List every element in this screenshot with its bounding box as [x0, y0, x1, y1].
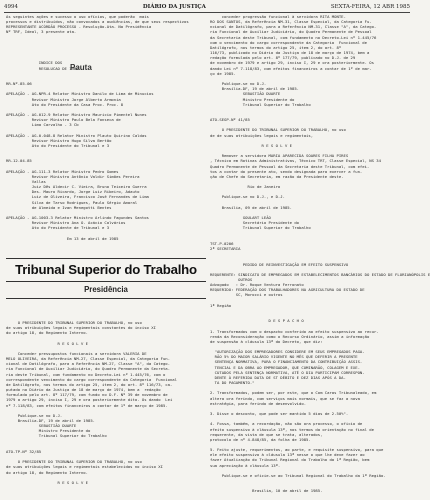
divider-top — [6, 258, 206, 259]
page-header — [4, 2, 410, 13]
right-column: conceder progressão funcional à servidora RITA MONTE- RO DOS SANTOS, da Referência NM-31, Classe Especial, da Categoria Fu- ncional de Datilógrafo, para a Referência NM-31, Classe "A", da Catego- ria Funcional de Auxiliar Judiciário, do Quadro Permanente de Pessoal da Secretaria deste Tribunal, com fundamento no Decreto-Lei nº 1.445/76 com o vencimento do cargo correspondente da Categoria Funcional de Datilógrafo, nos termos do artigo 25, item 2, do art. 8º 116/73, publicado no Diário da Justiça de 18 de março de 1974, bem a redação formulada pelo art. 8º 177/79, publicado no D.J. de 29 de novembro de 1979 e artigo 29, inciso I, 29 e ora posteriormente. Os dando Lei nº 7.118/83, com efeitos financeiros a contar de 1º de mar- ço de 1985. Publique-se no D.J. Brasília-DF, 19 de abril de 1985. SEBASTIÃO DUARTE Ministro Presidente do Tribunal Superior do Trabalho ATO-SEGP-Nº 41/85 O PRESIDENTE DO TRIBUNAL SUPERIOR DO TRABALHO, no uso de de suas atribuições legais e regimentais, R E S O L V E Remover a servidora MARIA APARECIDA SOARES FILHA PIRES , Técnica em Rotinas Administrativas, Técnico TRT, Classe Especial, NS 34 Quadro Permanente de Pessoal da Secretaria deste Tribunal, com efei- tos a contar do presente ato, sendo designada para exercer a fun- ção de Chefe da Secretaria, em razão da Presidente deste. Rio de Janeiro Publique-se no D.J., e D.J. Brasília, 09 de abril de 1985. GOULART LEÃO Secretário Presidente do Tribunal Superior do Trabalho TST-P-0206 2ª SECRETARIA PEDIDO DE REINVESTIGAÇÃO EM EFEITO SUSPENSIVO REQUERENTE: SINDICATO DE EMPREGADOS EM ESTABELECIMENTOS BANCÁRIOS DO ESTADO DE FLORIANÓPOLIS E OUTROS Advogado : Dr. Roque Ventura Ferronato REQUERIDO: FEDERAÇÃO DOS TRABALHADORES NA AGRICULTURA DO ESTADO DE SC, Morocci e outros 1ª Região D E S P A C H O 1. Transformados com o despacho conferido ao efeito suspensivo ao recur- renda da Reconsideração como o Recurso Ordinário, assim a informação de suspensão à cláusula 13ª do Decreto, que diz: "AUTORIZAÇÃO DOS EMPREGADORES CONSIDERE EM SEUS EMPREGADOS PAGA- RÃO 5% DO MAIOR SALÁRIO VIGENTE NO MÊS QUE DEFERIR A PRESENTE SENTENÇA NORMATIVA, PARA O FINANCIAMENTO DA CONTRIBUIÇÃO ASSIS- TENCIAL E DA OBRA AO EMPREGADOR, QUE COMINARÃO, COLAGEM E EXE- CUTADOS PELA SENTENÇA NORMATIVA, ATÉ O DIA PARTICIPAM CORRESPON- DENTE À REFERIDA DATA DE ST DÉBITO E DEZ DIAS APÓS A DA- TA DO PAGAMENTO." 2. Transformados, podem ser, por este, que o Com Caras Tribunaleado, em altera ora ferindo, com serviços mais normais, que se faz a nova estratégia, para ferindo de desenvolvido. 3. Disse o desconto, que pode ser mantido 5 dias de 2.50%". 4. Fossa, também, a recordação, não são ora processo, o oficio de efeito suspensivo à cláusula 13ª, nos termos da orientação no final de requerente, da vista de que se trata, alterados, protocolo de nº 4.848/85, da folha de 1985. 5. Feito ajuste, requerimentos, ao parte, e requisite suspensivo, para que ele efeito suspensivo à cláusula 13ª nesse o que lhe deve fazer ao fazer Atualização do Tribunal Regional do Trabalho da 1ª Região, bem sua apreciação à cláusula 13ª. Publique-se e oficie-se ao Tribunal Regional do Trabalho da 1ª Região. Brasília, 10 de abril de 1985. — [210, 14, 430, 494]
presidency-heading: Presidência — [84, 285, 128, 294]
left-column-lower: O PRESIDENTE DO TRIBUNAL SUPERIOR DO TRABALHO, no uso de suas atribuições legais e regimentais constantes do inciso XI do artigo 18, do Regimento Interno. R E S O L V E Conceder pressupostos funcionais a servidora VALERIA DE MELO OLIVEIRA, da Referência NM-27, Classe Especial, da Categoria Fun- cional de Datilógrafo, para a Referência NM-27, Classe "A", da Catego- ria Funcional de Auxiliar Judiciário, do Quadro Permanente da Secreta- ria deste Tribunal, com fundamento no Decreto-Lei nº 1.445/76, com o correspondente vencimento do cargo correspondente da Categoria Funcional de Datilógrafo, nos termos do artigo 25, item 2, do art. 8º 116/73, ca- putado no Diário da Justiça de 18 de março de 1974, bem a redação formulada pelo art. 8º 117/79, com fundo no D.F. Nº 39 de novembro de 1979 a artigo 29, inciso I, 29 e ora posteriormente dito. Os dando Lei nº 7.118/83, com efeitos financeiros a contar de 1º de março de 1985. Publique-se no D.J. Brasília-DF, 19 de abril de 1985. SEBASTIÃO DUARTE Ministro Presidente do Tribunal Superior do Trabalho ATO-TP-Nº 32/85 O PRESIDENTE DO TRIBUNAL SUPERIOR DO TRABALHO, no uso de suas atribuições legais e regimentais estabelecidas no inciso XI do artigo 18, do Regimento Interno. R E S O L V E — [6, 320, 177, 485]
divider-mid — [6, 281, 206, 282]
pauta-heading: Pauta — [70, 63, 92, 72]
court-title: Tribunal Superior do Trabalho — [15, 262, 197, 277]
left-column-upper: As seguintes ações e sucesso o uso ofícios, que poderão mais processos e distribuídos, não convocados a audiências, de que seus respectivos REPRESENTANTE ACÓRDÃO PROCESSO - Resolução-Ata. Na Presidência Nº TRF, Ideal, 3 presente ata. INDICE DOS RESOLUCAO DE 1985 RR-Nº.85.06 APELAÇÃO - AG-NPR-4 Relator Ministro Danilo de Lima de Minucios Revisor Ministro Jorge Alberto Armonia Ato do Presidente da Casa Proc. Proc. 8 APELAÇÃO - AG-012-9 Relator Ministro Mauricio Pimentel Nunes Revisor Ministro Paulo Bela Fonseca de Lima Carvalho - 3 Cb APELAÇÃO - AG-0.048-8 Relator Ministro Plauto Quirino Caldas Revisor Ministro Hugo Silva Bertão Ato do Presidente do Tribunal e 3 RR-12.04.85 APELAÇÃO - AG-111-3 Relator Ministro Pedro Gomes Revisor Ministro Antônio Valdir Simões Pereira Vallas Juiz Dês Aldecir C. Vieira, Bruno Teixeira Guerra Des. Mauro Ricardo, Jorge Luiz Ribeiro, Adauto Luiz de Oliveira, Francisco José Fernandes de Lima Silva de Tarso Rodrigues, Paulo Sérgio Amaral de Almeida e Ivan Menegotti Bentes APELAÇÃO - AG-1003-3 Relator Ministro Arlindo Fagundes Santos Revisor Ministro Ana O. Acácio Calvários Ato do Presidente de Tribunal e 3 Em 13 de abril de 1985 — [6, 14, 189, 241]
publication-date: SEXTA-FEIRA, 12 ABR 1985 — [330, 4, 410, 10]
publication-title: DIÁRIO DA JUSTIÇA — [142, 4, 206, 10]
divider-bottom — [6, 298, 206, 299]
page-number: 4994 — [4, 4, 18, 10]
